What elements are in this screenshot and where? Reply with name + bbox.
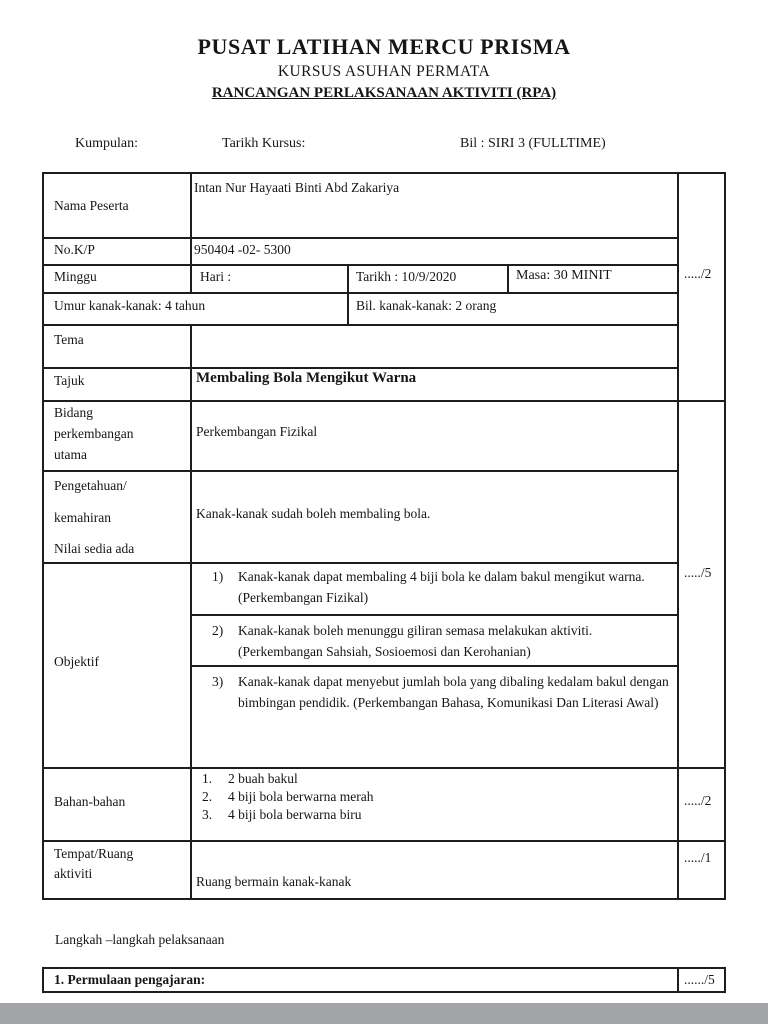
pengetahuan-value: Kanak-kanak sudah boleh membaling bola. (196, 506, 431, 521)
objektif-item-number: 1) (212, 569, 224, 584)
bahan-item-number: 3. (202, 807, 213, 822)
table-divider (190, 174, 192, 292)
bidang-label-line: perkembangan (54, 426, 134, 441)
table-divider (44, 400, 724, 402)
kp-label: No.K/P (54, 242, 95, 257)
bahan-item (202, 770, 373, 788)
permulaan-row (42, 967, 726, 993)
bidang-value: Perkembangan Fizikal (196, 424, 318, 439)
objektif-item (212, 566, 672, 608)
permulaan-score: ....../5 (684, 972, 715, 987)
tempat-label-line: aktiviti (54, 866, 93, 881)
bidang-label (54, 402, 133, 465)
bahan-label: Bahan-bahan (54, 794, 126, 809)
table-divider (44, 840, 724, 842)
bahan-item (202, 806, 373, 824)
table-divider (677, 174, 679, 898)
tempat-label (54, 844, 133, 884)
page-bottom-edge (0, 1003, 768, 1024)
kumpulan-label: Kumpulan: (75, 136, 138, 151)
objektif-item-number: 3) (212, 674, 224, 689)
table-divider (677, 969, 679, 991)
umur-value: Umur kanak-kanak: 4 tahun (54, 298, 206, 313)
bahan-list (202, 770, 373, 824)
minggu-label: Minggu (54, 269, 97, 284)
score-tempat: ...../1 (684, 850, 712, 865)
nama-peserta-label: Nama Peserta (54, 198, 129, 213)
kp-value: 950404 -02- 5300 (194, 242, 291, 257)
form-heading: RANCANGAN PERLAKSANAAN AKTIVITI (RPA) (211, 85, 557, 101)
pengetahuan-label-line: Nilai sedia ada (54, 541, 135, 556)
rpa-table (42, 172, 726, 900)
tajuk-value: Membaling Bola Mengikut Warna (196, 370, 417, 386)
table-divider (44, 767, 724, 769)
tarikh-value: Tarikh : 10/9/2020 (356, 269, 457, 284)
hari-label: Hari : (200, 269, 232, 284)
table-divider (190, 665, 677, 667)
org-title: PUSAT LATIHAN MERCU PRISMA (197, 34, 571, 59)
bahan-item-number: 1. (202, 771, 213, 786)
table-divider (190, 614, 677, 616)
objektif-label: Objektif (54, 654, 99, 669)
course-subtitle: KURSUS ASUHAN PERMATA (277, 63, 491, 80)
table-divider (44, 562, 677, 564)
score-top: ...../2 (684, 266, 712, 281)
table-divider (44, 237, 677, 239)
masa-value: Masa: 30 MINIT (516, 268, 612, 283)
tarikh-kursus-label: Tarikh Kursus: (222, 136, 306, 151)
tema-label: Tema (54, 332, 84, 347)
bahan-item-text: 4 biji bola berwarna biru (228, 807, 362, 822)
pengetahuan-label-line: Pengetahuan/ (54, 478, 127, 493)
tempat-label-line: Tempat/Ruang (54, 846, 134, 861)
objektif-item-text: Kanak-kanak dapat menyebut jumlah bola yang dibaling kedalam bakul dengan bimbingan pendidik. (Perkembangan Bahasa, Komunikasi Dan Literasi Awal) (238, 674, 669, 710)
table-divider (347, 264, 349, 324)
bahan-item-number: 2. (202, 789, 213, 804)
objektif-item (212, 671, 672, 713)
bidang-label-line: utama (54, 447, 87, 462)
table-divider (44, 470, 677, 472)
bil-siri-label: Bil : SIRI 3 (FULLTIME) (460, 136, 606, 151)
objektif-item-text: Kanak-kanak dapat membaling 4 biji bola ke dalam bakul mengikut warna. (Perkembangan Fizikal) (238, 569, 645, 605)
bidang-label-line: Bidang (54, 405, 93, 420)
pengetahuan-label-line: kemahiran (54, 510, 111, 525)
bahan-item-text: 2 buah bakul (228, 771, 298, 786)
bahan-item (202, 788, 373, 806)
objektif-item-number: 2) (212, 623, 224, 638)
table-divider (190, 324, 192, 898)
permulaan-label: 1. Permulaan pengajaran: (54, 972, 206, 987)
score-objektif: ...../5 (684, 565, 712, 580)
table-divider (44, 292, 677, 294)
table-divider (507, 264, 509, 292)
score-bahan: ...../2 (684, 793, 712, 808)
tempat-value: Ruang bermain kanak-kanak (196, 874, 352, 889)
table-divider (44, 324, 677, 326)
tajuk-label: Tajuk (54, 373, 85, 388)
bahan-item-text: 4 biji bola berwarna merah (228, 789, 374, 804)
langkah-heading: Langkah –langkah pelaksanaan (55, 932, 225, 947)
objektif-item (212, 620, 672, 662)
nama-peserta-value: Intan Nur Hayaati Binti Abd Zakariya (194, 180, 400, 195)
objektif-item-text: Kanak-kanak boleh menunggu giliran semasa melakukan aktiviti. (Perkembangan Sahsiah, Sosioemosi dan Kerohanian) (238, 623, 593, 659)
bil-kanak-value: Bil. kanak-kanak: 2 orang (356, 298, 497, 313)
